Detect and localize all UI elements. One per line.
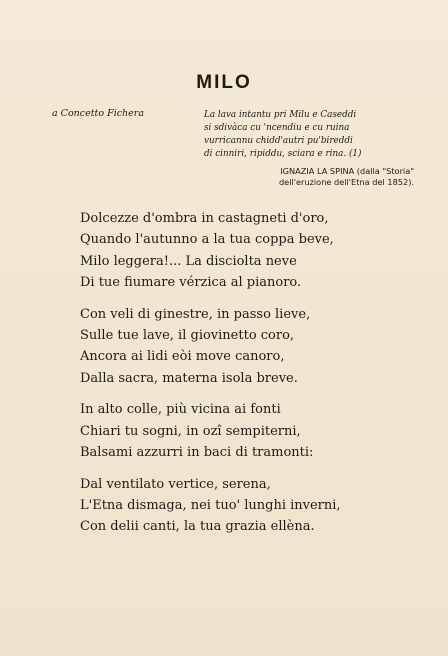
verse-line: Milo leggera!... La disciolta neve: [80, 253, 297, 269]
verse-line: L'Etna dismaga, nei tuo' lunghi inverni,: [80, 498, 341, 514]
page-title: MILO: [196, 72, 252, 93]
dedication: a Concetto Fichera: [52, 108, 145, 119]
stanza: [80, 399, 341, 463]
verse-line: Dolcezze d'ombra in castagneti d'oro,: [80, 211, 329, 226]
verse-line: Dal ventilato vertice, serena,: [80, 476, 271, 492]
stanza: [80, 474, 341, 538]
verse-line: Sulle tue lave, il giovinetto coro,: [80, 327, 295, 343]
verse-line: Dalla sacra, materna isola breve.: [80, 370, 298, 386]
verse-line: Quando l'autunno a la tua coppa beve,: [80, 232, 334, 248]
verse-line: Con veli di ginestre, in passo lieve,: [80, 306, 311, 322]
stanza: [80, 208, 341, 293]
attribution-line: dell'eruzione dell'Etna del 1852).: [278, 177, 414, 187]
verse-line: In alto colle, più vicina ai fonti: [80, 402, 281, 418]
epigraph-line: si sdivàca cu 'ncendiu e cu ruina: [204, 123, 350, 133]
poem-body: [80, 208, 341, 548]
verse-line: Chiari tu sogni, in ozî sempiterni,: [80, 423, 301, 439]
epigraph: [204, 109, 414, 161]
epigraph-line: vurricannu chidd'autri pu'bireddi: [204, 136, 353, 146]
verse-line: Ancora ai lidi eòi move canoro,: [80, 349, 285, 365]
verse-line: Di tue fiumare vérzica al pianoro.: [80, 274, 302, 290]
epigraph-attribution: [204, 166, 414, 188]
verse-line: Balsami azzurri in baci di tramonti:: [80, 444, 314, 460]
epigraph-line: La lava intantu pri Milu e Caseddi: [204, 110, 357, 120]
verse-line: Con delii canti, la tua grazia ellèna.: [80, 519, 315, 535]
stanza: [80, 304, 341, 389]
epigraph-line: di cinniri, ripiddu, sciara e rina. (1): [204, 149, 362, 159]
attribution-line: IGNAZIA LA SPINA (dalla "Storia": [280, 166, 414, 176]
